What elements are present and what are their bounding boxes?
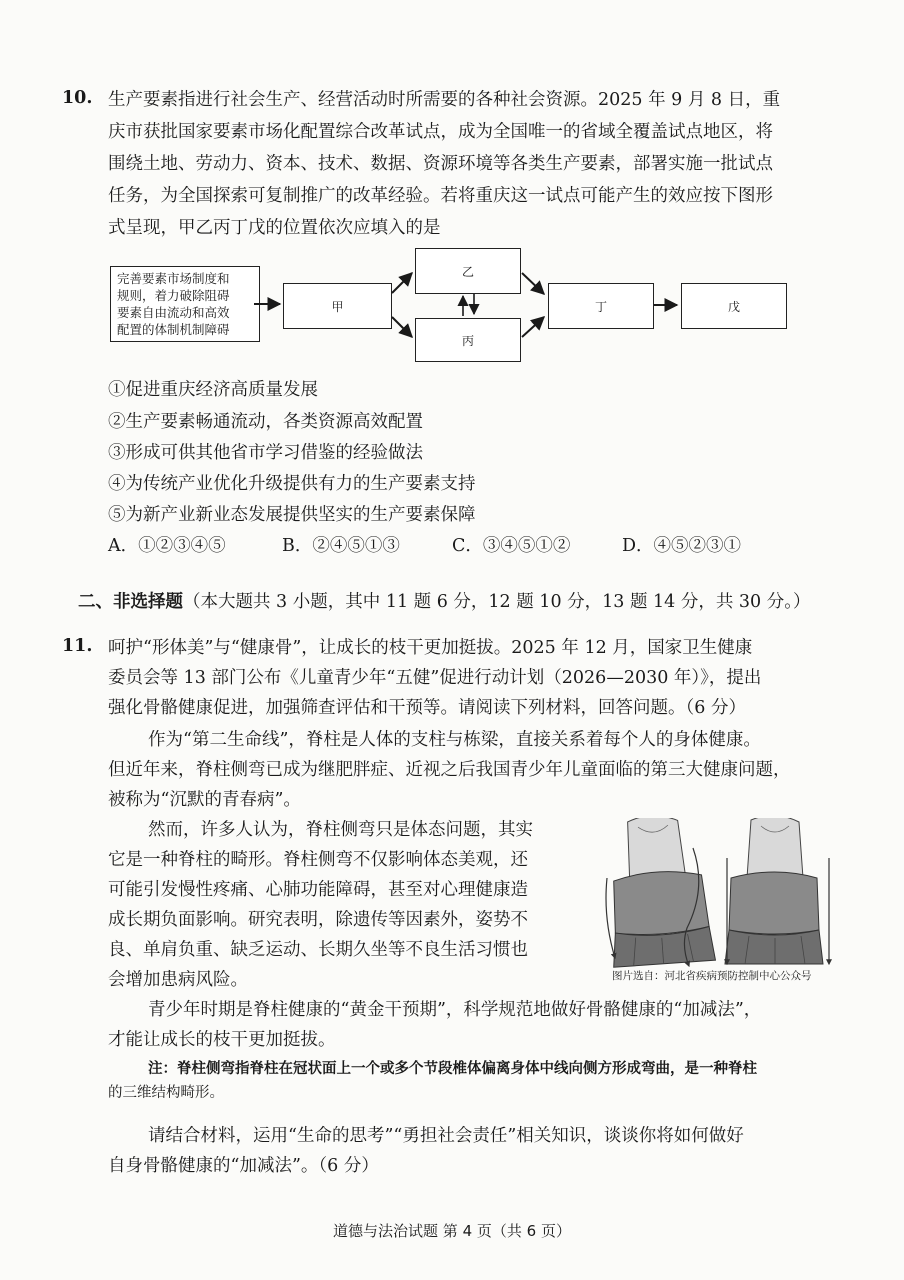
start-line-1: 完善要素市场制度和 bbox=[117, 271, 230, 286]
question-10-number: 10. bbox=[62, 88, 93, 108]
figure-scoliosis bbox=[603, 818, 715, 967]
statement-4: ④为传统产业优化升级提供有力的生产要素支持 bbox=[108, 474, 476, 494]
start-line-3: 要素自由流动和高效 bbox=[117, 305, 230, 320]
q10-line-5: 式呈现，甲乙丙丁戊的位置依次应填入的是 bbox=[108, 218, 441, 238]
diagram-box-bing: 丙 bbox=[415, 318, 521, 362]
para2-line-3: 可能引发慢性疼痛、心肺功能障碍，甚至对心理健康造 bbox=[108, 880, 528, 900]
option-d: D．④⑤②③① bbox=[622, 536, 742, 556]
section-2-title: 二、非选择题 bbox=[78, 592, 183, 612]
para3-line-2: 才能让成长的枝干更加挺拔。 bbox=[108, 1030, 336, 1050]
question-line-1: 请结合材料，运用“生命的思考”“勇担社会责任”相关知识，谈谈你将如何做好 bbox=[148, 1126, 744, 1146]
q11-intro-3: 强化骨骼健康促进，加强筛查评估和干预等。请阅读下列材料，回答问题。（6 分） bbox=[108, 698, 746, 718]
para1-line-1: 作为“第二生命线”，脊柱是人体的支柱与栋梁，直接关系着每个人的身体健康。 bbox=[148, 730, 761, 750]
question-line-2: 自身骨骼健康的“加减法”。（6 分） bbox=[108, 1156, 379, 1176]
arrow-jia-to-yi bbox=[392, 273, 412, 293]
note-line-1: 注：脊柱侧弯指脊柱在冠状面上一个或多个节段椎体偏离身体中线向侧方形成弯曲，是一种脊柱 bbox=[148, 1060, 757, 1077]
option-c: C．③④⑤①② bbox=[452, 536, 571, 556]
section-2-detail: （本大题共 3 小题，其中 11 题 6 分，12 题 10 分，13 题 14 分，共 30 分。） bbox=[183, 592, 811, 612]
statement-2: ②生产要素畅通流动，各类资源高效配置 bbox=[108, 412, 423, 432]
option-b: B．②④⑤①③ bbox=[282, 536, 400, 556]
arrow-yi-to-ding bbox=[522, 273, 544, 294]
start-line-4: 配置的体制机制障碍 bbox=[117, 322, 230, 337]
diagram-box-wu: 戊 bbox=[681, 283, 787, 329]
para1-line-2: 但近年来，脊柱侧弯已成为继肥胖症、近视之后我国青少年儿童面临的第三大健康问题， bbox=[108, 760, 791, 780]
statement-5: ⑤为新产业新业态发展提供坚实的生产要素保障 bbox=[108, 505, 476, 525]
diagram-box-yi: 乙 bbox=[415, 248, 521, 294]
para2-line-1: 然而，许多人认为，脊柱侧弯只是体态问题，其实 bbox=[148, 820, 533, 840]
q11-intro-2: 委员会等 13 部门公布《儿童青少年“五健”促进行动计划（2026—2030 年）》，提出 bbox=[108, 668, 762, 688]
section-2-heading bbox=[78, 590, 811, 614]
image-caption: 图片选自：河北省疾病预防控制中心公众号 bbox=[612, 970, 812, 982]
statement-3: ③形成可供其他省市学习借鉴的经验做法 bbox=[108, 443, 423, 463]
q10-line-1: 生产要素指进行社会生产、经营活动时所需要的各种社会资源。2025 年 9 月 8 日，重 bbox=[108, 90, 781, 110]
statement-1: ①促进重庆经济高质量发展 bbox=[108, 380, 318, 400]
figure-normal bbox=[725, 818, 823, 964]
para1-line-3: 被称为“沉默的青春病”。 bbox=[108, 790, 301, 810]
diagram-box-ding: 丁 bbox=[548, 283, 654, 329]
q10-line-3: 围绕土地、劳动力、资本、技术、数据、资源环境等各类生产要素，部署实施一批试点 bbox=[108, 154, 773, 174]
note-line-2: 的三维结构畸形。 bbox=[108, 1085, 224, 1101]
page-footer: 道德与法治试题 第 4 页（共 6 页） bbox=[333, 1222, 571, 1240]
start-line-2: 规则，着力破除阻碍 bbox=[117, 288, 230, 303]
para2-line-4: 成长期负面影响。研究表明，除遗传等因素外，姿势不 bbox=[108, 910, 528, 930]
q11-intro-1: 呵护“形体美”与“健康骨”，让成长的枝干更加挺拔。2025 年 12 月，国家卫生健康 bbox=[108, 638, 753, 658]
diagram-arrows bbox=[0, 0, 904, 400]
spine-posture-illustration bbox=[603, 818, 835, 968]
option-a: A．①②③④⑤ bbox=[108, 536, 226, 556]
para2-line-5: 良、单肩负重、缺乏运动、长期久坐等不良生活习惯也 bbox=[108, 940, 528, 960]
q10-line-4: 任务，为全国探索可复制推广的改革经验。若将重庆这一试点可能产生的效应按下图形 bbox=[108, 186, 773, 206]
arrow-jia-to-bing bbox=[392, 317, 412, 337]
arrow-bing-to-ding bbox=[522, 317, 544, 337]
question-11-number: 11. bbox=[62, 636, 93, 656]
q10-line-2: 庆市获批国家要素市场化配置综合改革试点，成为全国唯一的省域全覆盖试点地区，将 bbox=[108, 122, 773, 142]
para3-line-1: 青少年时期是脊柱健康的“黄金干预期”，科学规范地做好骨骼健康的“加减法”， bbox=[148, 1000, 762, 1020]
para2-line-2: 它是一种脊柱的畸形。脊柱侧弯不仅影响体态美观，还 bbox=[108, 850, 528, 870]
para2-line-6: 会增加患病风险。 bbox=[108, 970, 248, 990]
diagram-box-jia: 甲 bbox=[283, 283, 392, 329]
